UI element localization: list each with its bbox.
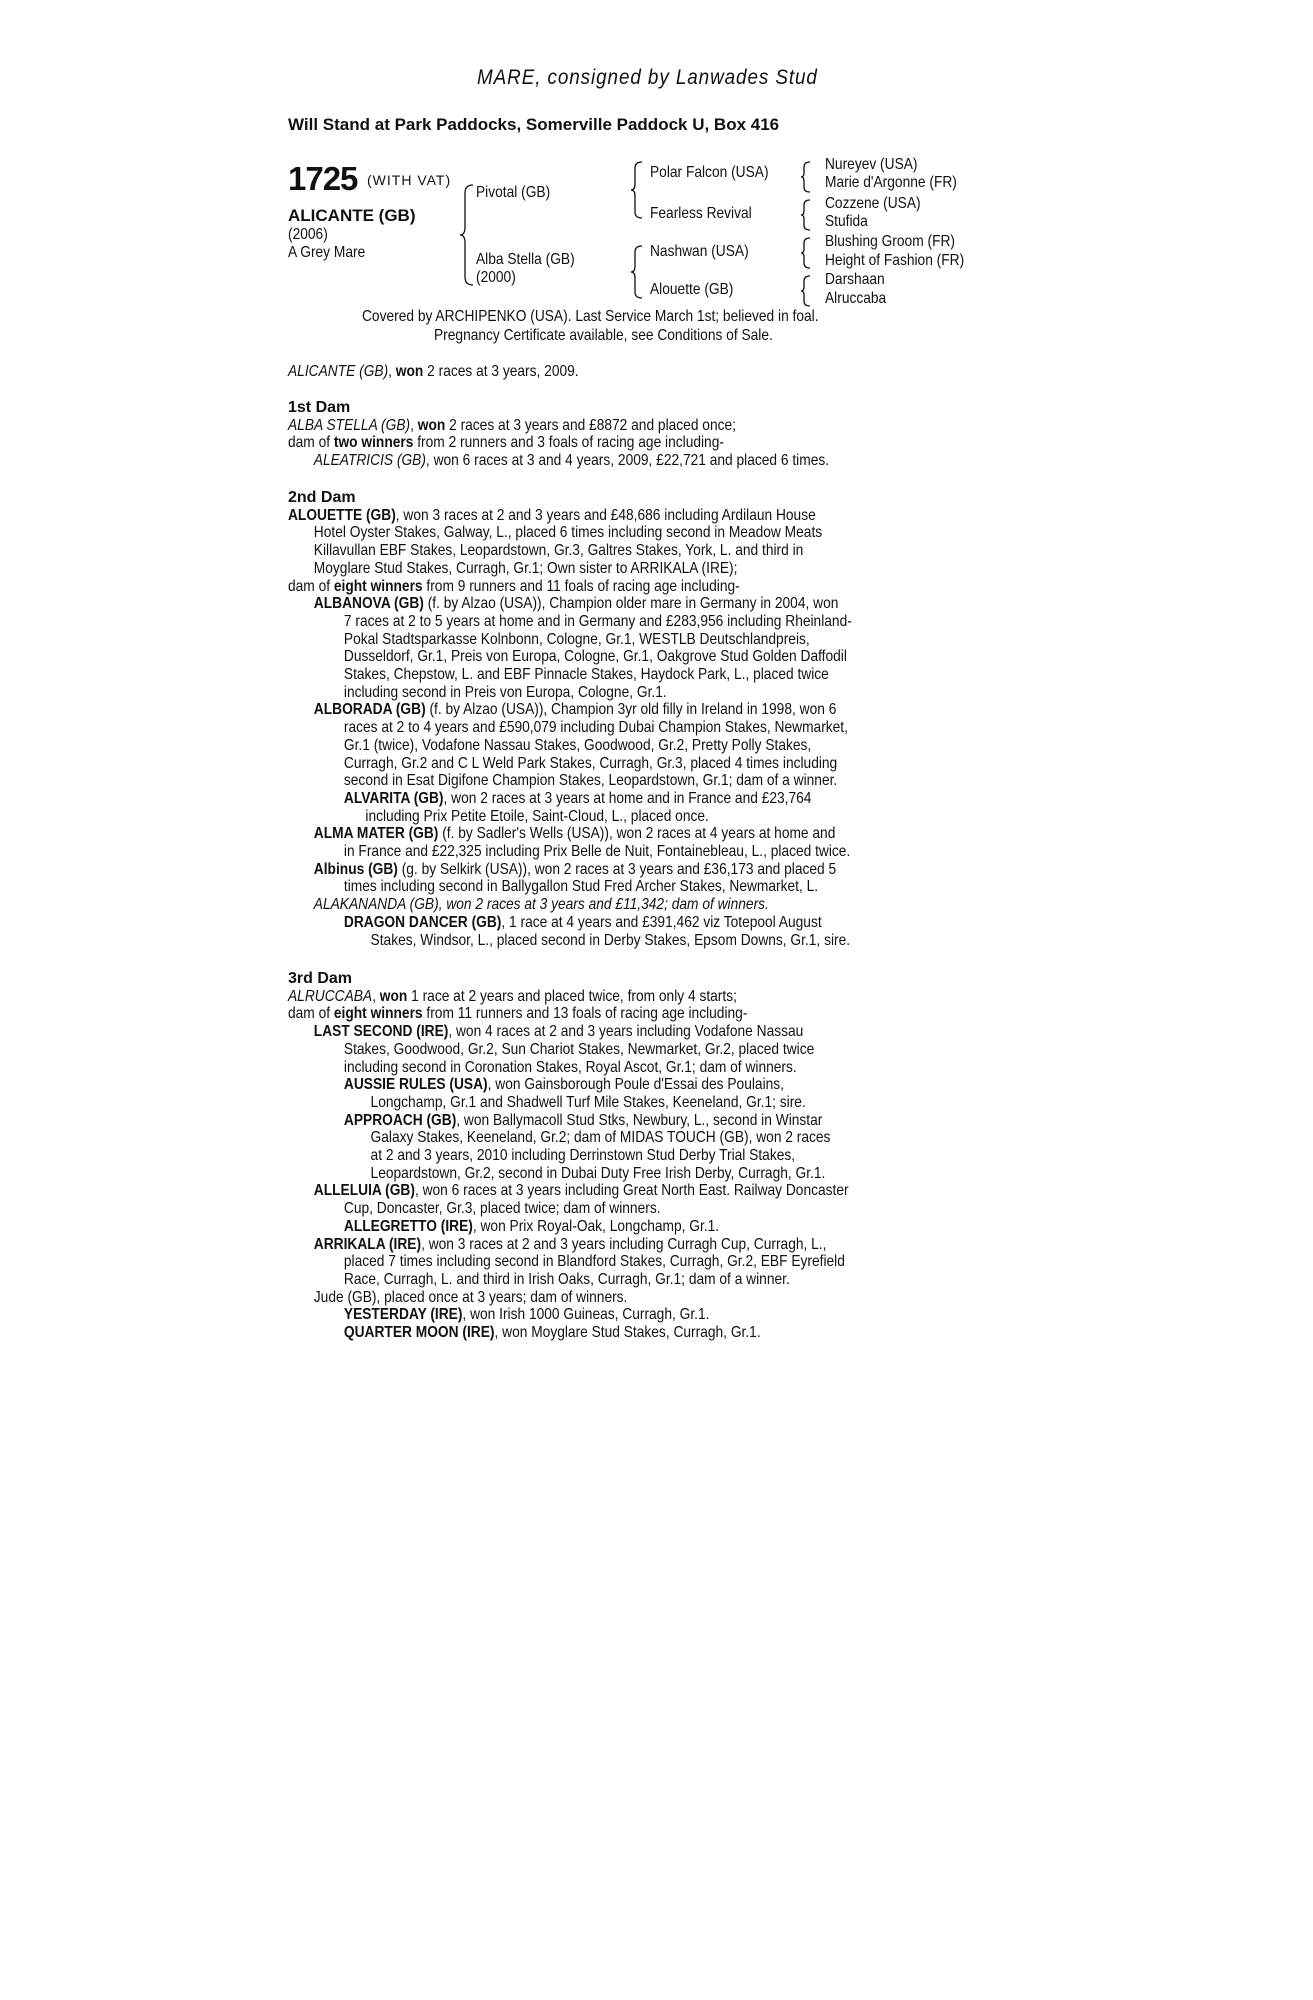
dam-of-text: from 2 runners and 3 foals of racing age including- [413, 434, 724, 452]
alleluia-line: ALLELUIA (GB), won 6 races at 3 years including Great North East. Railway Doncaster [313, 1182, 849, 1200]
dam-of-text: from 9 runners and 11 foals of racing age including- [422, 577, 740, 595]
dam-of-label: dam of [288, 577, 334, 595]
progeny-name: APPROACH (GB) [343, 1111, 457, 1129]
pedigree-sire-dam: Fearless Revival [650, 205, 752, 222]
vat-note: (WITH VAT) [367, 172, 452, 188]
third-dam-section: 3rd Dam ALRUCCABA, won 1 race at 2 years and placed twice, from only 4 starts; dam of eight winners from 11 runners and 13 foals of racing age including- LAST SECOND (IRE), won 4 races at 2 and 3 years including Vodafone Nassau Stakes, Goodwood, Gr.2, Sun Chariot Stakes, Newmarket, Gr.2, placed twice including second in Coronation Stakes, Royal Ascot, Gr.1; dam of winners. AUSSIE RULES (USA), won Gainsborough Poule d'Essai des Poulains, Longchamp, Gr.1 and Shadwell Turf Mile Stakes, Keeneland, Gr.1; sire. APPROACH (GB), won Ballymacoll Stud Stks, Newbury, L., second in Winstar Galaxy Stakes, Keeneland, Gr.2; dam of MIDAS TOUCH (GB), won 2 races at 2 and 3 years, 2010 including Derrinstown Stud Derby Trial Stakes, Leopardstown, Gr.2, second in Dubai Duty Free Irish Derby, Curragh, Gr.1. ALLELUIA (GB), won 6 races at 3 years including Great North East. Railway Doncaster Cup, Doncaster, Gr.3, placed twice; dam of winners. ALLEGRETTO (IRE), won Prix Royal-Oak, Longchamp, Gr.1. ARRIKALA (IRE), won 3 races at 2 and 3 years including Curragh Cup, Curragh, L., placed 7 times including second in Blandford Stakes, Curragh, Gr.2, EBF Eyrefield Race, Curragh, L. and third in Irish Oaks, Curragh, Gr.1; dam of a winner. Jude (GB), placed once at 3 years; dam of winners. YESTERDAY (IRE), won Irish 1000 Guineas, Curragh, Gr.1. QUARTER MOON (IRE), won Moyglare Stud Stakes, Curragh, Gr.1. [288, 970, 1028, 1342]
pedigree-brace-sd [800, 198, 812, 232]
progeny-name: ALVARITA (GB) [343, 789, 444, 807]
progeny-name: ALEATRICIS (GB) [313, 452, 426, 470]
progeny-name: AUSSIE RULES (USA) [343, 1076, 488, 1094]
pedigree-sire-sire: Polar Falcon (USA) [650, 164, 769, 181]
alma-mater-line: ALMA MATER (GB) (f. by Sadler's Wells (USA)), won 2 races at 4 years at home and [313, 825, 836, 843]
progeny-name: Albinus (GB) [313, 860, 398, 878]
albinus-line: Albinus (GB) (g. by Selkirk (USA)), won 2 races at 3 years and £36,173 and placed 5 [313, 860, 837, 878]
last-second-line: LAST SECOND (IRE), won 4 races at 2 and 3 years including Vodafone Nassau [313, 1023, 804, 1041]
albinus-line: times including second in Ballygallon Stud Fred Archer Stakes, Newmarket, L. [343, 878, 819, 896]
albanova-line: Dusseldorf, Gr.1, Preis von Europa, Cologne, Gr.1, Oakgrove Stud Golden Daffodil [343, 648, 847, 666]
albanova-line: ALBANOVA (GB) (f. by Alzao (USA)), Champion older mare in Germany in 2004, won [313, 595, 839, 613]
alakananda-line: ALAKANANDA (GB), won 2 races at 3 years and £11,342; dam of winners. [313, 896, 769, 914]
pedigree-brace-sire [630, 160, 646, 220]
progeny-name: ARRIKALA (IRE) [313, 1235, 422, 1253]
third-dam-text: 1 race at 2 years and placed twice, from only 4 starts; [407, 987, 737, 1005]
progeny-name: ALLELUIA (GB) [313, 1182, 415, 1200]
dragon-dancer-line: DRAGON DANCER (GB), 1 race at 4 years and £391,462 viz Totepool August [343, 913, 822, 931]
progeny-name: ALBORADA (GB) [313, 701, 426, 719]
dam-of-text: from 11 runners and 13 foals of racing age including- [422, 1005, 748, 1023]
pregnancy-note: Pregnancy Certificate available, see Conditions of Sale. [434, 327, 773, 344]
arrikala-line: Race, Curragh, L. and third in Irish Oaks, Curragh, Gr.1; dam of a winner. [343, 1270, 790, 1288]
won-label: won [379, 987, 408, 1005]
pedigree-dsd: Height of Fashion (FR) [825, 252, 965, 269]
winners-count: eight winners [333, 1005, 423, 1023]
first-dam-heading: 1st Dam [288, 399, 351, 416]
won-label: won [417, 416, 446, 434]
last-second-line: including second in Coronation Stakes, Royal Ascot, Gr.1; dam of winners. [343, 1058, 797, 1076]
pedigree-brace-dam [630, 244, 646, 300]
albanova-line: Stakes, Chepstow, L. and EBF Pinnacle Stakes, Haydock Park, L., placed twice [343, 666, 829, 684]
progeny-name: DRAGON DANCER (GB) [343, 913, 502, 931]
alborada-line: Gr.1 (twice), Vodafone Nassau Stakes, Goodwood, Gr.2, Pretty Polly Stakes, [343, 736, 812, 754]
pedigree-dam-year: (2000) [476, 269, 516, 286]
pedigree-dam-sire: Nashwan (USA) [650, 243, 749, 260]
stand-location: Will Stand at Park Paddocks, Somerville Paddock U, Box 416 [288, 115, 780, 134]
albanova-line: Pokal Stadtsparkasse Kolnbonn, Cologne, Gr.1, WESTLB Deutschlandpreis, [343, 630, 810, 648]
horse-year: (2006) [288, 226, 328, 243]
pedigree-brace-ss [800, 160, 812, 194]
pedigree-brace-dd [800, 274, 812, 308]
third-dam-heading: 3rd Dam [288, 970, 353, 987]
alleluia-line: Cup, Doncaster, Gr.3, placed twice; dam of winners. [343, 1200, 661, 1218]
horse-description: A Grey Mare [288, 244, 366, 261]
dam-of-label: dam of [288, 1005, 334, 1023]
second-dam-section [288, 489, 1028, 949]
progeny-name: QUARTER MOON (IRE) [343, 1324, 495, 1342]
albanova-line: including second in Preis von Europa, Cologne, Gr.1. [343, 683, 667, 701]
horse-record-text: 2 races at 3 years, 2009. [423, 363, 579, 380]
winners-count: eight winners [333, 577, 423, 595]
won-label: won [395, 363, 424, 380]
quarter-moon-line: QUARTER MOON (IRE), won Moyglare Stud Stakes, Curragh, Gr.1. [343, 1324, 761, 1342]
approach-line: Leopardstown, Gr.2, second in Dubai Duty Free Irish Derby, Curragh, Gr.1. [370, 1164, 826, 1182]
jude-line: Jude (GB), placed once at 3 years; dam of winners. [313, 1288, 628, 1306]
progeny-name: ALMA MATER (GB) [313, 825, 439, 843]
consignor-header: MARE, consigned by Lanwades Stud [477, 66, 818, 89]
alvarita-line: including Prix Petite Etoile, Saint-Cloud, L., placed once. [365, 807, 709, 825]
horse-record-name: ALICANTE (GB) [288, 363, 389, 380]
pedigree-ssd: Marie d'Argonne (FR) [825, 174, 957, 191]
yesterday-line: YESTERDAY (IRE), won Irish 1000 Guineas, Curragh, Gr.1. [343, 1306, 710, 1324]
alborada-line: races at 2 to 4 years and £590,079 including Dubai Champion Stakes, Newmarket, [343, 719, 848, 737]
pedigree-ddd: Alruccaba [825, 290, 887, 307]
alouette-line: ALOUETTE (GB), won 3 races at 2 and 3 years and £48,686 including Ardilaun House [288, 506, 816, 524]
progeny-record: , won 6 races at 3 and 4 years, 2009, £22,721 and placed 6 times. [425, 452, 830, 470]
alborada-line: Curragh, Gr.2 and C L Weld Park Stakes, Curragh, Gr.3, placed 4 times including [343, 754, 838, 772]
approach-line: APPROACH (GB), won Ballymacoll Stud Stks, Newbury, L., second in Winstar [343, 1111, 823, 1129]
lot-number: 1725 [288, 160, 358, 197]
progeny-name: YESTERDAY (IRE) [343, 1306, 463, 1324]
horse-name: ALICANTE (GB) [288, 206, 416, 225]
dragon-dancer-line: Stakes, Windsor, L., placed second in Derby Stakes, Epsom Downs, Gr.1, sire. [370, 931, 851, 949]
albanova-line: 7 races at 2 to 5 years at home and in Germany and £283,956 including Rheinland- [343, 612, 852, 630]
pedigree-sds: Cozzene (USA) [825, 195, 921, 212]
approach-line: at 2 and 3 years, 2010 including Derrinstown Stud Derby Trial Stakes, [370, 1147, 796, 1165]
pedigree-brace-ds [800, 236, 812, 270]
covered-note: Covered by ARCHIPENKO (USA). Last Service March 1st; believed in foal. [362, 308, 819, 325]
first-dam-name: ALBA STELLA (GB) [288, 416, 411, 434]
aussie-rules-line: AUSSIE RULES (USA), won Gainsborough Poule d'Essai des Poulains, [343, 1076, 784, 1094]
alouette-line: Hotel Oyster Stakes, Galway, L., placed 6 times including second in Meadow Meats [313, 524, 823, 542]
aussie-rules-line: Longchamp, Gr.1 and Shadwell Turf Mile Stakes, Keeneland, Gr.1; sire. [370, 1093, 806, 1111]
alouette-line: Moyglare Stud Stakes, Curragh, Gr.1; Own sister to ARRIKALA (IRE); [313, 559, 738, 577]
arrikala-line: ARRIKALA (IRE), won 3 races at 2 and 3 years including Curragh Cup, Curragh, L., [313, 1235, 827, 1253]
approach-line: Galaxy Stakes, Keeneland, Gr.2; dam of MIDAS TOUCH (GB), won 2 races [370, 1129, 831, 1147]
second-dam-heading: 2nd Dam [288, 489, 356, 506]
pedigree-dam-dam: Alouette (GB) [650, 281, 734, 298]
pedigree-dam: Alba Stella (GB) [476, 251, 575, 268]
alborada-line: ALBORADA (GB) (f. by Alzao (USA)), Champion 3yr old filly in Ireland in 1998, won 6 [313, 701, 837, 719]
progeny-name: ALLEGRETTO (IRE) [343, 1217, 473, 1235]
alouette-line: Killavullan EBF Stakes, Leopardstown, Gr.3, Galtres Stakes, York, L. and third in [313, 542, 804, 560]
dam-of-label: dam of [288, 434, 334, 452]
winners-count: two winners [333, 434, 414, 452]
arrikala-line: placed 7 times including second in Blandford Stakes, Curragh, Gr.2, EBF Eyrefield [343, 1253, 845, 1271]
progeny-name: LAST SECOND (IRE) [313, 1023, 449, 1041]
first-dam-text: 2 races at 3 years and £8872 and placed once; [445, 416, 736, 434]
last-second-line: Stakes, Goodwood, Gr.2, Sun Chariot Stakes, Newmarket, Gr.2, placed twice [343, 1040, 815, 1058]
pedigree-sire: Pivotal (GB) [476, 184, 551, 201]
alvarita-line: ALVARITA (GB), won 2 races at 3 years at home and in France and £23,764 [343, 789, 812, 807]
first-dam-section: 1st Dam ALBA STELLA (GB), won 2 races at 3 years and £8872 and placed once; dam of two winners from 2 runners and 3 foals of racing age including- ALEATRICIS (GB), won 6 races at 3 and 4 years, 2009, £22,721 and placed 6 times. [288, 399, 1028, 470]
progeny-name: ALBANOVA (GB) [313, 595, 424, 613]
pedigree-dss: Blushing Groom (FR) [825, 233, 955, 250]
alma-mater-line: in France and £22,325 including Prix Belle de Nuit, Fontainebleau, L., placed twice. [343, 843, 851, 861]
alborada-line: second in Esat Digifone Champion Stakes, Leopardstown, Gr.1; dam of a winner. [343, 772, 838, 790]
pedigree-sdd: Stufida [825, 213, 868, 230]
allegretto-line: ALLEGRETTO (IRE), won Prix Royal-Oak, Longchamp, Gr.1. [343, 1217, 720, 1235]
horse-record: ALICANTE (GB), won 2 races at 3 years, 2009. [288, 363, 579, 380]
progeny-name: ALOUETTE (GB) [288, 506, 396, 524]
pedigree-dds: Darshaan [825, 271, 885, 288]
pedigree-sss: Nureyev (USA) [825, 156, 918, 173]
third-dam-name: ALRUCCABA [288, 987, 373, 1005]
